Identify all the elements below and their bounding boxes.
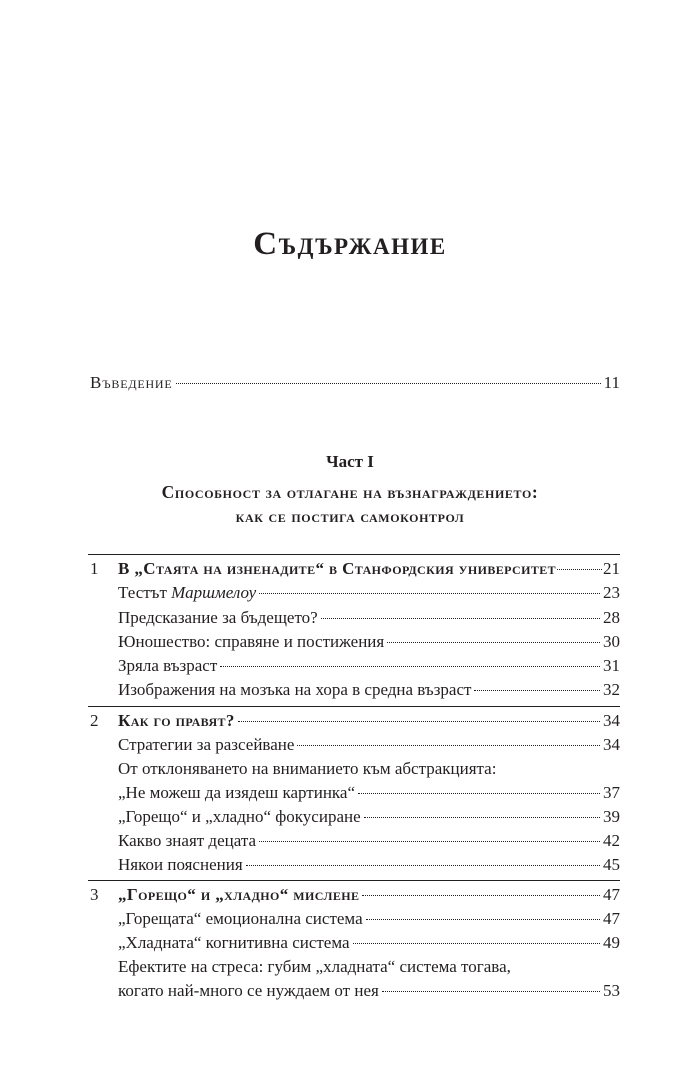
toc-section[interactable] — [118, 607, 620, 629]
dot-leader — [387, 641, 600, 643]
section-page: 49 — [603, 933, 620, 952]
toc-section[interactable] — [118, 830, 620, 852]
section-label-line1: Ефектите на стреса: губим „хладната“ система тогава, — [118, 957, 511, 976]
section-label: „Хладната“ когнитивна система — [118, 933, 350, 952]
chapter-page: 34 — [603, 711, 620, 730]
part-title-line2: как се постига самоконтрол — [235, 506, 465, 526]
section-page: 23 — [603, 583, 620, 602]
dot-leader — [297, 744, 600, 746]
section-page: 39 — [603, 807, 620, 826]
section-page: 34 — [603, 735, 620, 754]
dot-leader — [382, 990, 600, 992]
toc-section[interactable] — [118, 679, 620, 701]
section-page: 42 — [603, 831, 620, 850]
toc-entry-intro[interactable] — [90, 372, 620, 394]
section-page: 28 — [603, 608, 620, 627]
section-label: Зряла възраст — [118, 656, 218, 675]
section-page: 31 — [603, 656, 620, 675]
section-label: Някои пояснения — [118, 855, 243, 874]
chapter-divider — [88, 554, 620, 555]
toc-section[interactable] — [118, 854, 620, 876]
section-label: „Не можеш да изядеш картинка“ — [118, 783, 356, 802]
section-label: Предсказание за бъдещето? — [118, 608, 318, 627]
section-label: Юношество: справяне и постижения — [118, 632, 385, 651]
dot-leader — [557, 568, 602, 570]
toc-section[interactable] — [118, 655, 620, 677]
page-title: Съдържание — [253, 226, 447, 262]
dot-leader — [259, 592, 600, 594]
toc-section[interactable] — [118, 582, 620, 604]
dot-leader — [321, 617, 600, 619]
section-label: „Горещата“ емоционална система — [118, 909, 363, 928]
dot-leader — [238, 720, 600, 722]
toc-section[interactable] — [118, 908, 620, 930]
dot-leader — [366, 918, 600, 920]
chapter-number: 2 — [90, 711, 99, 730]
dot-leader — [246, 864, 600, 866]
section-page: 45 — [603, 855, 620, 874]
toc-chapter-1[interactable] — [118, 558, 620, 580]
toc-entry-page: 11 — [603, 373, 620, 392]
chapter-title: Как го правят? — [118, 711, 235, 730]
section-page: 32 — [603, 680, 620, 699]
section-label: Тестът Маршмелоу — [118, 583, 257, 602]
chapter-number: 1 — [90, 559, 99, 578]
chapter-divider — [88, 880, 620, 881]
dot-leader — [220, 665, 600, 667]
toc-entry-label: Въведение — [90, 373, 173, 392]
chapter-title: В „Стаята на изненадите“ в Станфордския университет — [118, 559, 557, 578]
section-label-line1: От отклоняването на вниманието към абстракцията: — [118, 759, 497, 778]
section-label: Стратегии за разсейване — [118, 735, 295, 754]
section-page: 37 — [603, 783, 620, 802]
chapter-page: 47 — [603, 885, 620, 904]
section-label: когато най-много се нуждаем от нея — [118, 981, 379, 1000]
toc-section[interactable] — [118, 782, 620, 804]
toc-chapter-3[interactable] — [118, 884, 620, 906]
dot-leader — [474, 689, 600, 691]
dot-leader — [362, 894, 600, 896]
chapter-number: 3 — [90, 885, 99, 904]
toc-section[interactable] — [118, 631, 620, 653]
section-page: 53 — [603, 981, 620, 1000]
toc-section[interactable] — [118, 980, 620, 1002]
dot-leader — [353, 942, 600, 944]
chapter-divider — [88, 706, 620, 707]
toc-section[interactable] — [118, 734, 620, 756]
toc-section[interactable] — [118, 932, 620, 954]
dot-leader — [176, 382, 601, 384]
dot-leader — [358, 792, 600, 794]
part-label: Част I — [326, 452, 374, 471]
section-label: „Горещо“ и „хладно“ фокусиране — [118, 807, 361, 826]
dot-leader — [364, 816, 600, 818]
chapter-title: „Горещо“ и „хладно“ мислене — [118, 885, 360, 904]
dot-leader — [259, 840, 600, 842]
toc-chapter-2[interactable] — [118, 710, 620, 732]
section-page: 47 — [603, 909, 620, 928]
part-title-line1: Способност за отлагане на възнаграждението: — [161, 482, 539, 502]
section-label: Изображения на мозъка на хора в средна възраст — [118, 680, 472, 699]
chapter-page: 21 — [603, 559, 620, 578]
section-label: Какво знаят децата — [118, 831, 257, 850]
section-page: 30 — [603, 632, 620, 651]
toc-section[interactable] — [118, 806, 620, 828]
